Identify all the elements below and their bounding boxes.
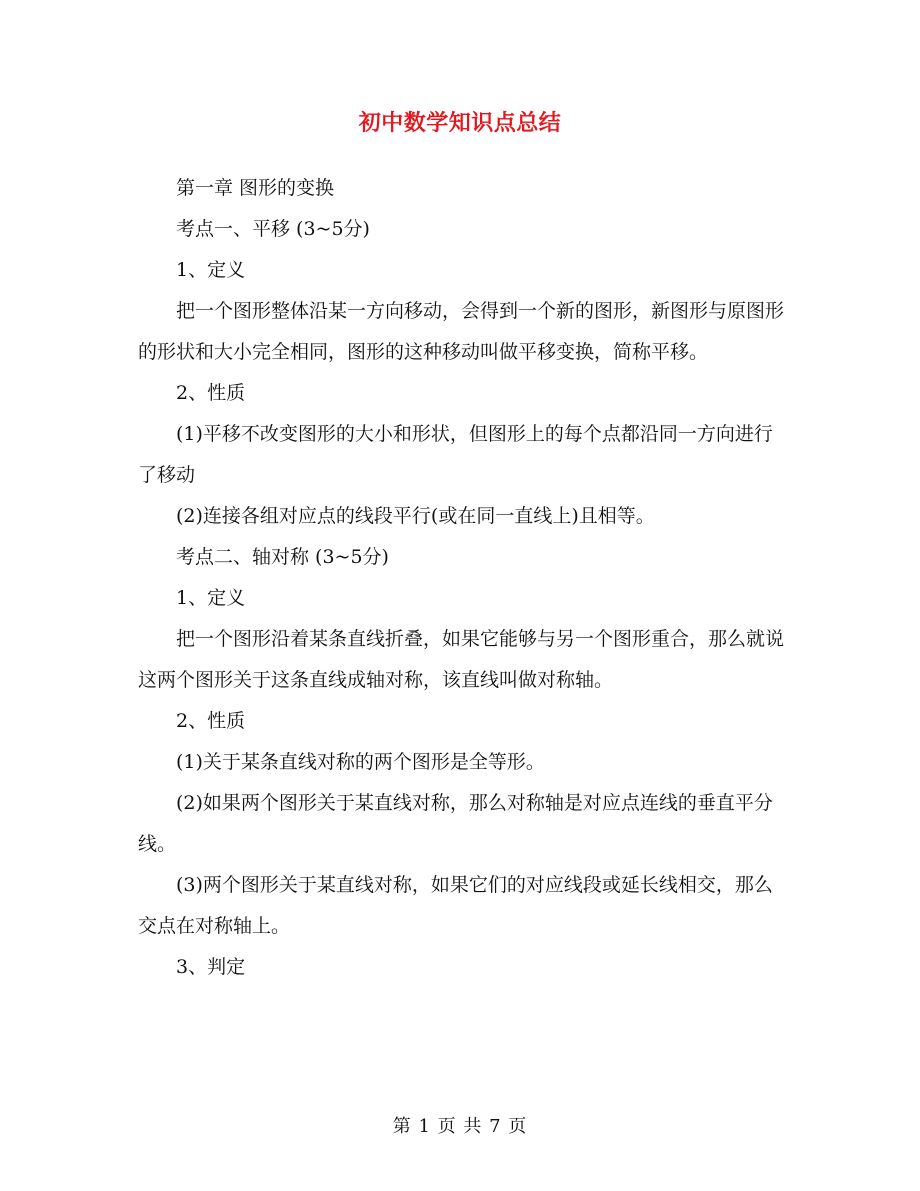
paragraph-translation-property-1: (1)平移不改变图形的大小和形状，但图形上的每个点都沿同一方向进行了移动 [138,423,773,486]
paragraph-symmetry-definition: 把一个图形沿着某条直线折叠，如果它能够与另一个图形重合，那么就说这两个图形关于这条直线成轴对称，该直线叫做对称轴。 [138,628,785,691]
section-heading-translation: 考点一、平移 (3~5分) [176,218,370,240]
paragraph-translation-definition: 把一个图形整体沿某一方向移动，会得到一个新的图形，新图形与原图形的形状和大小完全相同，图形的这种移动叫做平移变换，简称平移。 [138,300,785,363]
chapter-heading: 第一章 图形的变换 [176,177,335,199]
subheading-definition: 1、定义 [176,259,246,281]
subheading-criteria: 3、判定 [176,956,246,978]
paragraph-symmetry-property-1: (1)关于某条直线对称的两个图形是全等形。 [176,751,545,773]
paragraph-symmetry-property-3: (3)两个图形关于某直线对称，如果它们的对应线段或延长线相交，那么交点在对称轴上。 [138,874,773,937]
document-body [138,168,786,988]
paragraph-symmetry-property-2: (2)如果两个图形关于某直线对称，那么对称轴是对应点连线的垂直平分线。 [138,792,773,855]
subheading-properties: 2、性质 [176,382,246,404]
paragraph-translation-property-2: (2)连接各组对应点的线段平行(或在同一直线上)且相等。 [176,505,655,527]
subheading-definition: 1、定义 [176,587,246,609]
subheading-properties: 2、性质 [176,710,246,732]
section-heading-axial-symmetry: 考点二、轴对称 (3~5分) [176,546,389,568]
document-title: 初中数学知识点总结 [358,110,562,136]
page-number-footer: 第 1 页 共 7 页 [392,1116,528,1137]
